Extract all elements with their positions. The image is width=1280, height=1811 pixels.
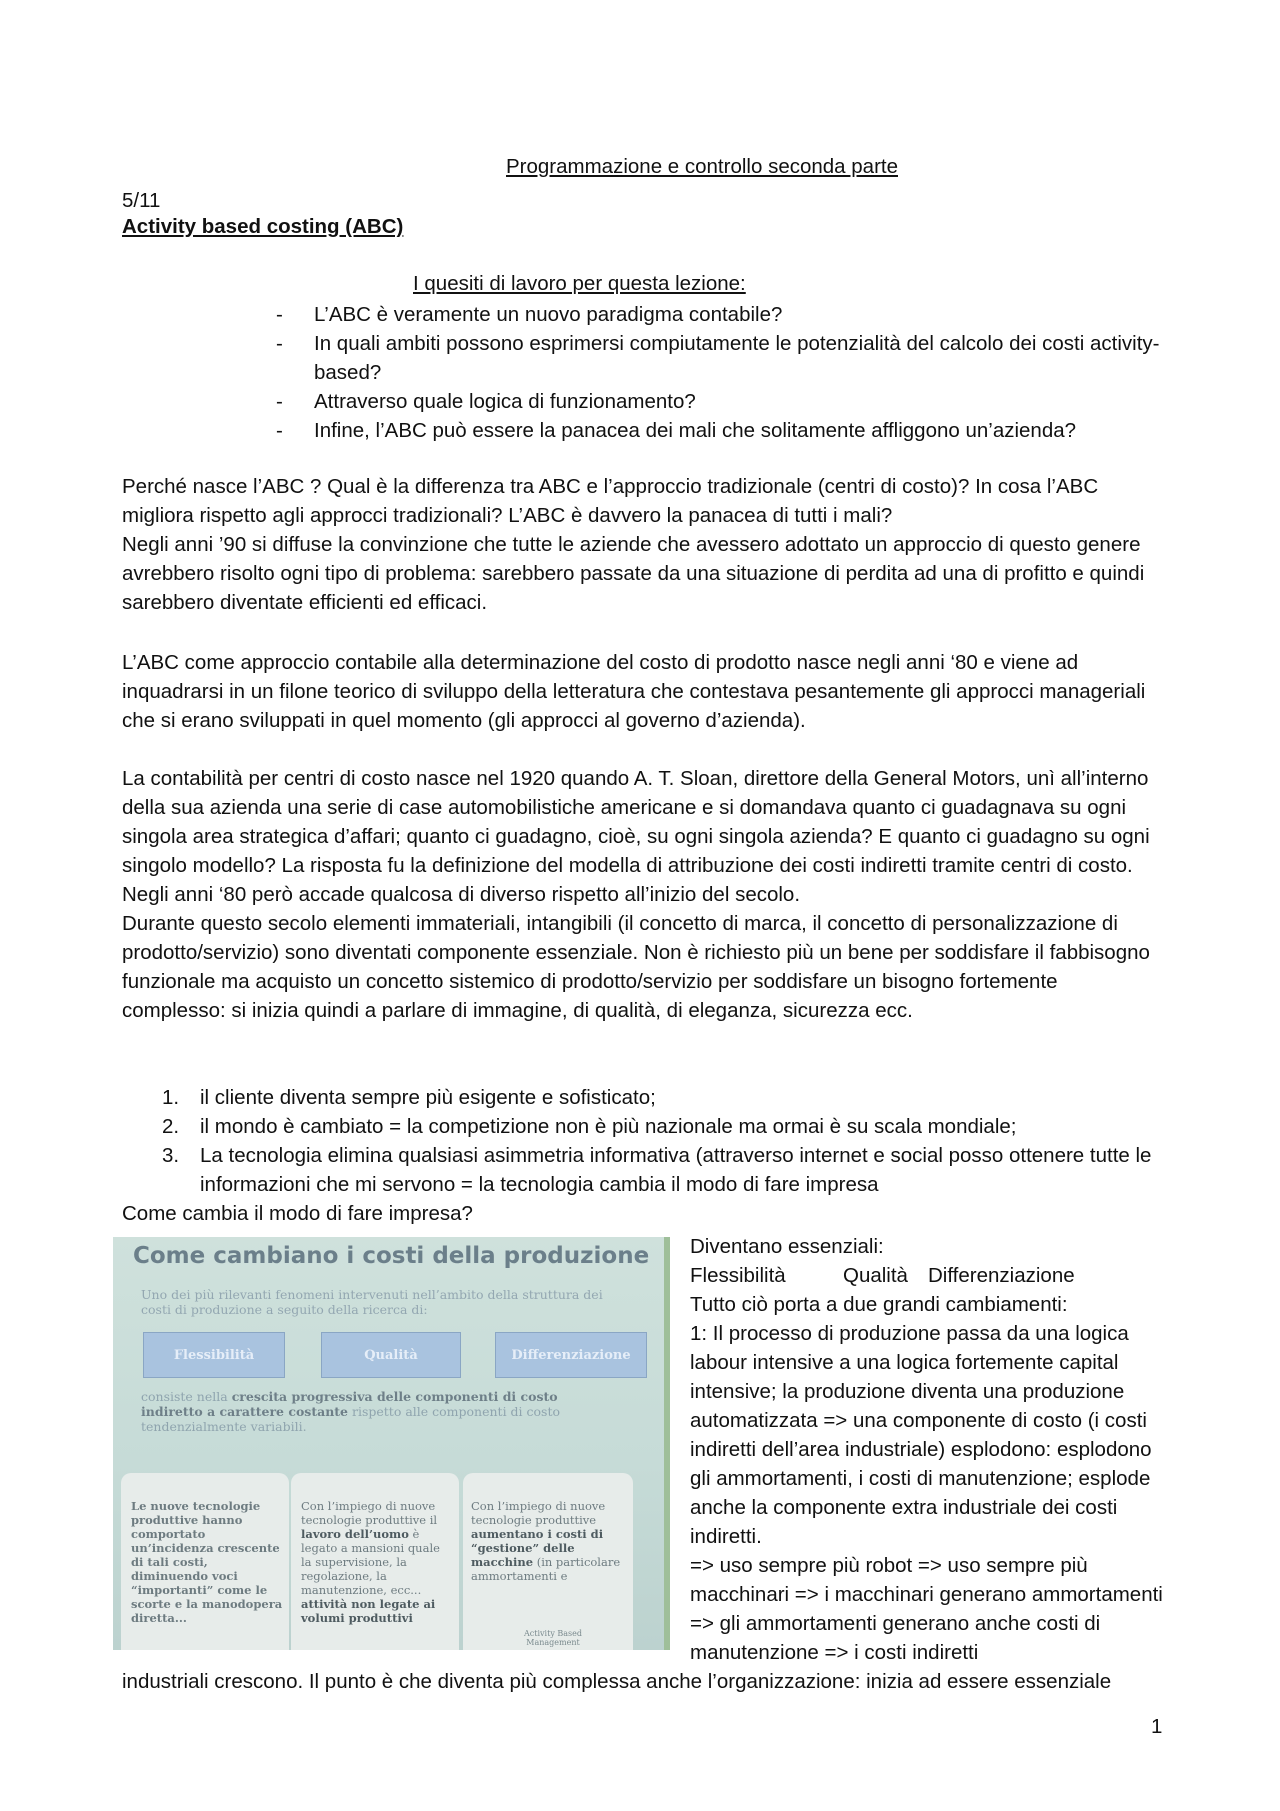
paragraph: industriali crescono. Il punto è che diventa più complessa anche l’organizzazione: inizia ad essere essenziale xyxy=(122,1670,1112,1693)
lesson-date: 5/11 xyxy=(122,189,161,212)
slide-card-text: Con l’impiego di nuove tecnologie produttive aumentano i costi di “gestione” delle macchine (in particolare ammortamenti e xyxy=(471,1499,621,1583)
list-item: - L’ABC è veramente un nuovo paradigma contabile? xyxy=(276,303,783,326)
slide-description: consiste nella crescita progressiva delle componenti di costo indiretto a carattere costante rispetto alle componenti di costo tendenzialmente variabili. xyxy=(141,1389,561,1434)
slide-card-text: Le nuove tecnologie produttive hanno comportato un’incidenza crescente di tali costi, diminuendo voci “importanti” come le scorte e la manodopera diretta... xyxy=(131,1499,283,1625)
quality-label: Qualità xyxy=(843,1264,908,1287)
paragraph: L’ABC come approccio contabile alla determinazione del costo di prodotto nasce negli anni ‘80 e viene ad inquadrarsi in un filone teorico di sviluppo della letteratura che contestava pesantemente gli approcci manageriali che si erano sviluppati in quel momento (gli approcci al governo d’azienda). xyxy=(122,651,1146,732)
slide-intro: Uno dei più rilevanti fenomeni intervenuti nell’ambito della struttura dei costi di produzione a seguito della ricerca di: xyxy=(141,1287,603,1317)
questions-heading: I quesiti di lavoro per questa lezione: xyxy=(413,272,746,295)
paragraph: Diventano essenziali: xyxy=(690,1235,884,1258)
slide-pill: Flessibilità xyxy=(143,1332,285,1378)
list-item: - Infine, l’ABC può essere la panacea dei mali che solitamente affliggono un’azienda? xyxy=(276,419,1077,442)
slide-title: Come cambiano i costi della produzione xyxy=(133,1243,650,1269)
list-item: - In quali ambiti possono esprimersi compiutamente le potenzialità del calcolo dei costi activity-based? xyxy=(276,332,1160,384)
side-column xyxy=(690,1232,1170,1667)
page-number: 1 xyxy=(1151,1715,1163,1738)
paragraph-block xyxy=(122,472,1162,617)
paragraph: 1: Il processo di produzione passa da una logica labour intensive a una logica fortemente capital intensive; la produzione diventa una produzione automatizzata => una componente di costo (i costi indiretti dell’area industriale) esplodono: esplodono gli ammortamenti, i costi di manutenzione; esplode anche la componente extra industriale dei costi indiretti. xyxy=(690,1322,1152,1548)
paragraph: La contabilità per centri di costo nasce nel 1920 quando A. T. Sloan, direttore della General Motors, unì all’interno della sua azienda una serie di case automobilistiche americane e si domandava quanto ci guadagnava su ogni singola area strategica d’affari; quanto ci guadagno, cioè, su ogni singola azienda? E quanto ci guadagno su ogni singolo modello? La risposta fu la definizione del modella di attribuzione dei costi indiretti tramite centri di costo. xyxy=(122,767,1150,877)
slide-caption: Activity Based Management xyxy=(524,1629,582,1647)
list-item: - Attraverso quale logica di funzionamento? xyxy=(276,390,696,413)
paragraph: => uso sempre più robot => uso sempre più macchinari => i macchinari generano ammortamenti => gli ammortamenti generano anche costi di manutenzione => i costi indiretti xyxy=(690,1554,1163,1664)
list-item: 2. il mondo è cambiato = la competizione non è più nazionale ma ormai è su scala mondiale; xyxy=(162,1115,1017,1138)
paragraph: Come cambia il modo di fare impresa? xyxy=(122,1202,473,1225)
paragraph: Perché nasce l’ABC ? Qual è la differenza tra ABC e l’approccio tradizionale (centri di costo)? In cosa l’ABC migliora rispetto agli approcci tradizionali? L’ABC è davvero la panacea di tutti i mali? xyxy=(122,475,1099,527)
paragraph: Durante questo secolo elementi immateriali, intangibili (il concetto di marca, il concetto di personalizzazione di prodotto/servizio) sono diventati componente essenziale. Non è richiesto più un bene per soddisfare il fabbisogno funzionale ma acquisto un concetto sistemico di prodotto/servizio per soddisfare un bisogno fortemente complesso: si inizia quindi a parlare di immagine, di qualità, di eleganza, sicurezza ecc. xyxy=(122,912,1150,1022)
quality-label: Flessibilità xyxy=(690,1264,786,1287)
paragraph: Tutto ciò porta a due grandi cambiamenti: xyxy=(690,1293,1068,1316)
paragraph: Negli anni ‘80 però accade qualcosa di diverso rispetto all’inizio del secolo. xyxy=(122,883,801,906)
slide-edge xyxy=(664,1237,670,1650)
slide-photo xyxy=(113,1237,670,1650)
list-item: 1. il cliente diventa sempre più esigente e sofisticato; xyxy=(162,1086,656,1109)
paragraph-block xyxy=(122,764,1162,1025)
quality-label: Differenziazione xyxy=(928,1264,1075,1287)
document-title: Programmazione e controllo seconda parte xyxy=(506,155,898,178)
slide-pill: Differenziazione xyxy=(495,1332,647,1378)
questions-list xyxy=(268,300,1168,445)
paragraph-block xyxy=(122,648,1162,735)
numbered-list xyxy=(122,1083,1162,1199)
slide-card-text: Con l’impiego di nuove tecnologie produttive il lavoro dell’uomo è legato a mansioni quale la supervisione, la regolazione, la manutenzione, ecc... attività non legate ai volumi produttivi xyxy=(301,1499,440,1625)
paragraph: Negli anni ’90 si diffuse la convinzione che tutte le aziende che avessero adottato un approccio di questo genere avrebbero risolto ogni tipo di problema: sarebbero passate da una situazione di perdita ad una di profitto e quindi sarebbero diventate efficienti ed efficaci. xyxy=(122,533,1145,614)
qualities-row xyxy=(690,1261,1170,1290)
section-title: Activity based costing (ABC) xyxy=(122,215,404,238)
slide-pill: Qualità xyxy=(321,1332,461,1378)
list-item: 3. La tecnologia elimina qualsiasi asimmetria informativa (attraverso internet e social posso ottenere tutte le informazioni che mi servono = la tecnologia cambia il modo di fare impresa xyxy=(162,1144,1152,1196)
